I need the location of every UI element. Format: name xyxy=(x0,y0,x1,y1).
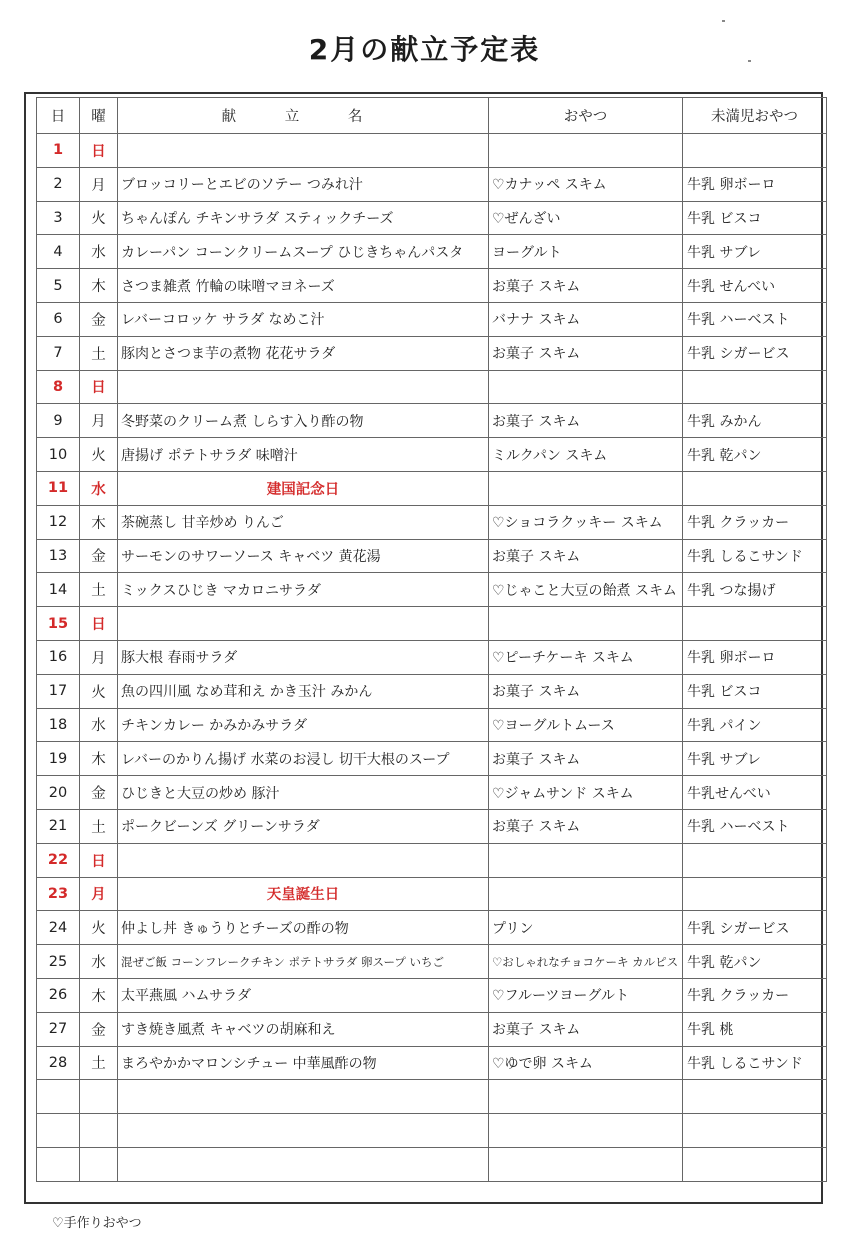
snack-cell xyxy=(489,370,683,404)
table-row xyxy=(37,877,827,911)
infant-snack-cell xyxy=(683,607,827,641)
day-cell: 19 xyxy=(37,742,80,776)
table-row xyxy=(37,235,827,269)
day-cell: 1 xyxy=(37,134,80,168)
day-cell: 20 xyxy=(37,776,80,810)
weekday-cell: 金 xyxy=(80,302,118,336)
snack-cell: ♡ピーチケーキ スキム xyxy=(489,640,683,674)
scan-speck xyxy=(722,20,725,22)
blank-row xyxy=(37,1080,827,1114)
day-cell: 11 xyxy=(37,471,80,505)
table-row xyxy=(37,607,827,641)
menu-cell: 唐揚げ ポテトサラダ 味噌汁 xyxy=(118,438,489,472)
menu-cell: ブロッコリーとエビのソテー つみれ汁 xyxy=(118,167,489,201)
infant-snack-cell xyxy=(683,134,827,168)
weekday-cell: 金 xyxy=(80,539,118,573)
snack-cell: お菓子 スキム xyxy=(489,674,683,708)
snack-cell: ♡ヨーグルトムース xyxy=(489,708,683,742)
weekday-cell: 火 xyxy=(80,438,118,472)
weekday-cell: 月 xyxy=(80,877,118,911)
menu-cell xyxy=(118,370,489,404)
footnote: ♡手作りおやつ xyxy=(52,1216,142,1231)
infant-snack-cell: 牛乳 乾パン xyxy=(683,945,827,979)
blank-cell xyxy=(118,1147,489,1181)
table-row xyxy=(37,843,827,877)
table-row xyxy=(37,1012,827,1046)
menu-cell xyxy=(118,843,489,877)
infant-snack-cell: 牛乳 クラッカー xyxy=(683,505,827,539)
table-row xyxy=(37,674,827,708)
snack-cell: ♡ぜんざい xyxy=(489,201,683,235)
day-cell: 18 xyxy=(37,708,80,742)
day-cell: 10 xyxy=(37,438,80,472)
day-cell: 3 xyxy=(37,201,80,235)
infant-snack-cell: 牛乳 しるこサンド xyxy=(683,539,827,573)
snack-cell: お菓子 スキム xyxy=(489,269,683,303)
menu-cell: レバーのかりん揚げ 水菜のお浸し 切干大根のスープ xyxy=(118,742,489,776)
infant-snack-cell: 牛乳 つな揚げ xyxy=(683,573,827,607)
page-title: 2月の献立予定表 xyxy=(308,33,541,66)
blank-row xyxy=(37,1147,827,1181)
snack-cell: ♡ジャムサンド スキム xyxy=(489,776,683,810)
menu-cell xyxy=(118,134,489,168)
blank-cell xyxy=(37,1114,80,1148)
snack-cell xyxy=(489,877,683,911)
blank-cell xyxy=(683,1080,827,1114)
weekday-cell: 金 xyxy=(80,1012,118,1046)
snack-cell xyxy=(489,843,683,877)
day-cell: 24 xyxy=(37,911,80,945)
weekday-cell: 土 xyxy=(80,573,118,607)
infant-snack-cell: 牛乳 卵ボーロ xyxy=(683,167,827,201)
menu-cell: ひじきと大豆の炒め 豚汁 xyxy=(118,776,489,810)
day-cell: 13 xyxy=(37,539,80,573)
menu-cell: ちゃんぽん チキンサラダ スティックチーズ xyxy=(118,201,489,235)
menu-cell: 冬野菜のクリーム煮 しらす入り酢の物 xyxy=(118,404,489,438)
snack-cell: ヨーグルト xyxy=(489,235,683,269)
weekday-cell: 木 xyxy=(80,505,118,539)
menu-cell: レバーコロッケ サラダ なめこ汁 xyxy=(118,302,489,336)
infant-snack-cell: 牛乳 ビスコ xyxy=(683,201,827,235)
snack-cell: お菓子 スキム xyxy=(489,1012,683,1046)
day-cell: 21 xyxy=(37,809,80,843)
weekday-cell: 土 xyxy=(80,1046,118,1080)
table-row xyxy=(37,1046,827,1080)
day-cell: 22 xyxy=(37,843,80,877)
header-day: 日 xyxy=(37,98,80,134)
weekday-cell: 水 xyxy=(80,235,118,269)
table-row xyxy=(37,269,827,303)
weekday-cell: 日 xyxy=(80,134,118,168)
weekday-cell: 日 xyxy=(80,607,118,641)
infant-snack-cell: 牛乳 シガービス xyxy=(683,911,827,945)
weekday-cell: 土 xyxy=(80,809,118,843)
menu-cell: 仲よし丼 きゅうりとチーズの酢の物 xyxy=(118,911,489,945)
table-row xyxy=(37,167,827,201)
infant-snack-cell: 牛乳 ハーベスト xyxy=(683,302,827,336)
snack-cell: お菓子 スキム xyxy=(489,742,683,776)
table-row xyxy=(37,302,827,336)
day-cell: 15 xyxy=(37,607,80,641)
snack-cell: ♡カナッペ スキム xyxy=(489,167,683,201)
menu-cell: すき焼き風煮 キャベツの胡麻和え xyxy=(118,1012,489,1046)
infant-snack-cell: 牛乳 みかん xyxy=(683,404,827,438)
table-row xyxy=(37,809,827,843)
table-row xyxy=(37,911,827,945)
blank-cell xyxy=(37,1147,80,1181)
day-cell: 23 xyxy=(37,877,80,911)
day-cell: 28 xyxy=(37,1046,80,1080)
snack-cell xyxy=(489,471,683,505)
blank-cell xyxy=(80,1080,118,1114)
weekday-cell: 木 xyxy=(80,742,118,776)
blank-cell xyxy=(118,1114,489,1148)
scan-speck xyxy=(748,60,751,62)
day-cell: 6 xyxy=(37,302,80,336)
infant-snack-cell xyxy=(683,877,827,911)
infant-snack-cell: 牛乳 シガービス xyxy=(683,336,827,370)
day-cell: 26 xyxy=(37,978,80,1012)
weekday-cell: 火 xyxy=(80,911,118,945)
header-infant-snack: 未満児おやつ xyxy=(683,98,827,134)
day-cell: 16 xyxy=(37,640,80,674)
blank-row xyxy=(37,1114,827,1148)
snack-cell: プリン xyxy=(489,911,683,945)
table-row xyxy=(37,336,827,370)
weekday-cell: 水 xyxy=(80,945,118,979)
menu-cell: 豚大根 春雨サラダ xyxy=(118,640,489,674)
snack-cell: ミルクパン スキム xyxy=(489,438,683,472)
weekday-cell: 日 xyxy=(80,843,118,877)
menu-cell: ミックスひじき マカロニサラダ xyxy=(118,573,489,607)
day-cell: 14 xyxy=(37,573,80,607)
infant-snack-cell: 牛乳 しるこサンド xyxy=(683,1046,827,1080)
infant-snack-cell: 牛乳 ビスコ xyxy=(683,674,827,708)
menu-cell: 混ぜご飯 コーンフレークチキン ポテトサラダ 卵スープ いちご xyxy=(118,945,489,979)
menu-cell: まろやかかマロンシチュー 中華風酢の物 xyxy=(118,1046,489,1080)
snack-cell: お菓子 スキム xyxy=(489,404,683,438)
snack-cell: お菓子 スキム xyxy=(489,809,683,843)
table-row xyxy=(37,505,827,539)
menu-cell: さつま雑煮 竹輪の味噌マヨネーズ xyxy=(118,269,489,303)
infant-snack-cell: 牛乳 卵ボーロ xyxy=(683,640,827,674)
blank-cell xyxy=(489,1080,683,1114)
menu-table xyxy=(36,97,827,1182)
infant-snack-cell xyxy=(683,370,827,404)
snack-cell: バナナ スキム xyxy=(489,302,683,336)
infant-snack-cell: 牛乳せんべい xyxy=(683,776,827,810)
table-row xyxy=(37,539,827,573)
weekday-cell: 水 xyxy=(80,471,118,505)
weekday-cell: 月 xyxy=(80,404,118,438)
day-cell: 5 xyxy=(37,269,80,303)
weekday-cell: 火 xyxy=(80,201,118,235)
table-row xyxy=(37,404,827,438)
snack-cell: ♡フルーツヨーグルト xyxy=(489,978,683,1012)
infant-snack-cell: 牛乳 乾パン xyxy=(683,438,827,472)
weekday-cell: 木 xyxy=(80,269,118,303)
blank-cell xyxy=(489,1114,683,1148)
blank-cell xyxy=(80,1147,118,1181)
snack-cell xyxy=(489,607,683,641)
table-row xyxy=(37,640,827,674)
menu-cell: サーモンのサワーソース キャベツ 黄花湯 xyxy=(118,539,489,573)
menu-cell xyxy=(118,607,489,641)
header-snack: おやつ xyxy=(489,98,683,134)
menu-cell: 豚肉とさつま芋の煮物 花花サラダ xyxy=(118,336,489,370)
menu-cell: ポークビーンズ グリーンサラダ xyxy=(118,809,489,843)
infant-snack-cell xyxy=(683,843,827,877)
snack-cell: ♡ショコラクッキー スキム xyxy=(489,505,683,539)
blank-cell xyxy=(118,1080,489,1114)
day-cell: 27 xyxy=(37,1012,80,1046)
table-row xyxy=(37,708,827,742)
day-cell: 7 xyxy=(37,336,80,370)
table-row xyxy=(37,776,827,810)
table-body xyxy=(37,134,827,1182)
holiday-name-cell: 天皇誕生日 xyxy=(118,877,489,911)
day-cell: 2 xyxy=(37,167,80,201)
table-row xyxy=(37,945,827,979)
weekday-cell: 土 xyxy=(80,336,118,370)
blank-cell xyxy=(683,1114,827,1148)
blank-cell xyxy=(37,1080,80,1114)
weekday-cell: 水 xyxy=(80,708,118,742)
snack-cell: お菓子 スキム xyxy=(489,336,683,370)
day-cell: 8 xyxy=(37,370,80,404)
day-cell: 9 xyxy=(37,404,80,438)
blank-cell xyxy=(80,1114,118,1148)
header-row xyxy=(37,98,827,134)
snack-cell: お菓子 スキム xyxy=(489,539,683,573)
day-cell: 4 xyxy=(37,235,80,269)
table-row xyxy=(37,471,827,505)
header-weekday: 曜 xyxy=(80,98,118,134)
snack-cell: ♡じゃこと大豆の飴煮 スキム xyxy=(489,573,683,607)
header-menu xyxy=(118,98,489,134)
day-cell: 25 xyxy=(37,945,80,979)
table-row xyxy=(37,201,827,235)
table-row xyxy=(37,438,827,472)
weekday-cell: 金 xyxy=(80,776,118,810)
table-row xyxy=(37,134,827,168)
infant-snack-cell: 牛乳 サブレ xyxy=(683,742,827,776)
table-row xyxy=(37,573,827,607)
day-cell: 17 xyxy=(37,674,80,708)
infant-snack-cell: 牛乳 ハーベスト xyxy=(683,809,827,843)
table-row xyxy=(37,742,827,776)
menu-cell: 茶碗蒸し 甘辛炒め りんご xyxy=(118,505,489,539)
snack-cell: ♡おしゃれなチョコケーキ カルピス xyxy=(489,945,683,979)
weekday-cell: 木 xyxy=(80,978,118,1012)
infant-snack-cell: 牛乳 クラッカー xyxy=(683,978,827,1012)
table-row xyxy=(37,978,827,1012)
snack-cell xyxy=(489,134,683,168)
weekday-cell: 日 xyxy=(80,370,118,404)
menu-cell: チキンカレー かみかみサラダ xyxy=(118,708,489,742)
blank-cell xyxy=(489,1147,683,1181)
infant-snack-cell: 牛乳 パイン xyxy=(683,708,827,742)
blank-cell xyxy=(683,1147,827,1181)
weekday-cell: 月 xyxy=(80,640,118,674)
infant-snack-cell: 牛乳 せんべい xyxy=(683,269,827,303)
header-menu-label: 献 立 名 xyxy=(221,109,385,125)
day-cell: 12 xyxy=(37,505,80,539)
snack-cell: ♡ゆで卵 スキム xyxy=(489,1046,683,1080)
menu-cell: 魚の四川風 なめ茸和え かき玉汁 みかん xyxy=(118,674,489,708)
menu-cell: 太平燕風 ハムサラダ xyxy=(118,978,489,1012)
weekday-cell: 火 xyxy=(80,674,118,708)
menu-cell: カレーパン コーンクリームスープ ひじきちゃんパスタ xyxy=(118,235,489,269)
infant-snack-cell: 牛乳 サブレ xyxy=(683,235,827,269)
holiday-name-cell: 建国記念日 xyxy=(118,471,489,505)
weekday-cell: 月 xyxy=(80,167,118,201)
infant-snack-cell: 牛乳 桃 xyxy=(683,1012,827,1046)
infant-snack-cell xyxy=(683,471,827,505)
table-row xyxy=(37,370,827,404)
